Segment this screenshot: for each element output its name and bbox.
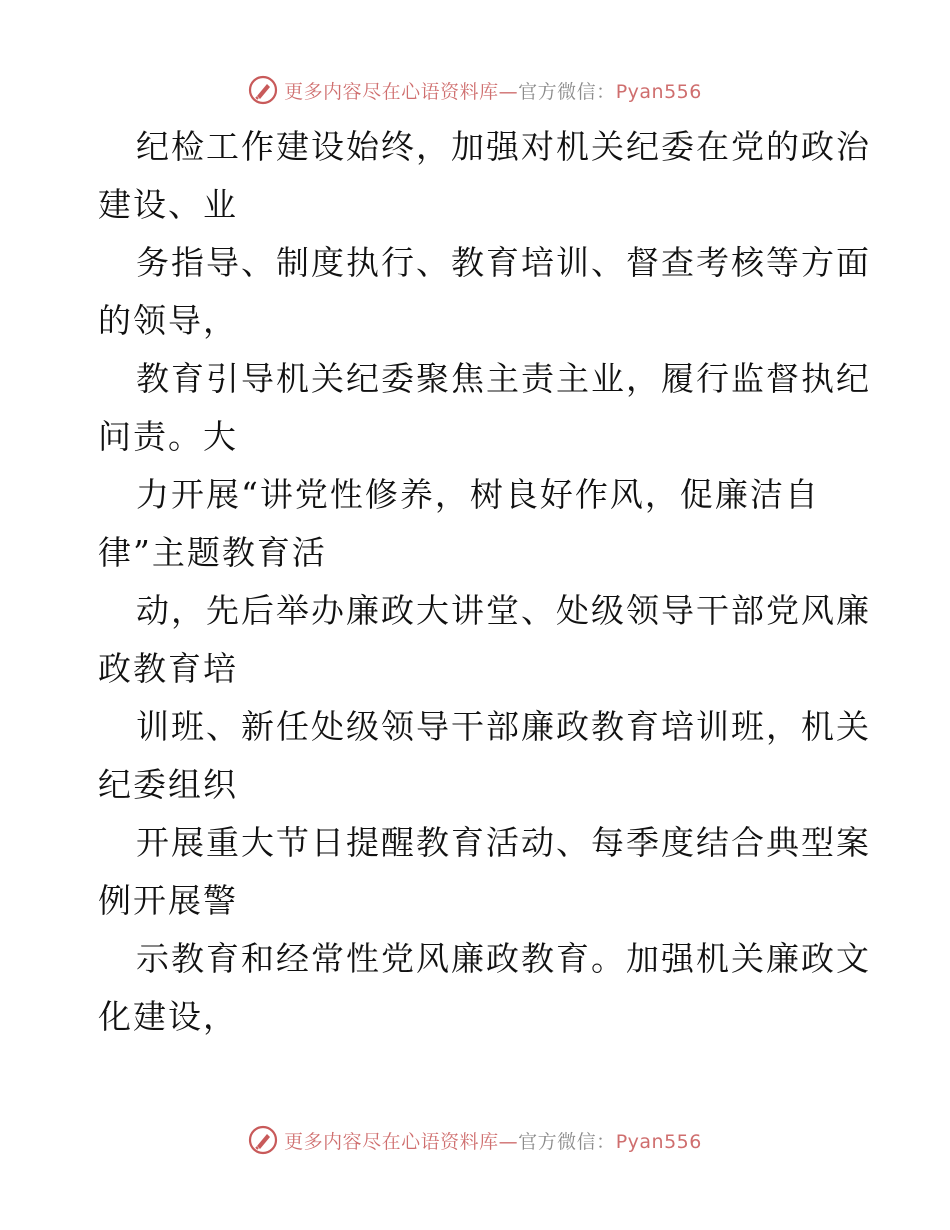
body-line: 训班、新任处级领导干部廉政教育培训班，机关 — [136, 707, 871, 746]
body-line: 问责。大 — [98, 417, 238, 456]
header-label: 官方微信： — [518, 80, 616, 103]
body-line: 示教育和经常性党风廉政教育。加强机关廉政文 — [136, 939, 871, 978]
body-line: 动，先后举办廉政大讲堂、处级领导干部党风廉 — [136, 591, 871, 630]
body-line: 务指导、制度执行、教育培训、督查考核等方面 — [136, 243, 871, 282]
body-line: 教育引导机关纪委聚焦主责主业，履行监督执纪 — [136, 359, 871, 398]
document-body — [98, 118, 871, 1046]
header-handle: Pyan556 — [615, 80, 702, 103]
body-line: 开展重大节日提醒教育活动、每季度结合典型案 — [136, 823, 871, 862]
body-line: 的领导， — [98, 301, 238, 340]
pen-logo-icon — [248, 75, 278, 105]
header-banner — [0, 70, 950, 110]
footer-dash: — — [498, 1130, 519, 1153]
body-line: 例开展警 — [98, 881, 238, 920]
footer-banner-text — [284, 1127, 702, 1154]
body-line: 力开展“讲党性修养，树良好作风，促廉洁自 — [136, 475, 820, 514]
footer-brand: 更多内容尽在心语资料库 — [284, 1130, 499, 1153]
body-line: 律”主题教育活 — [98, 533, 327, 572]
body-line: 化建设， — [98, 997, 238, 1036]
body-line: 建设、业 — [98, 185, 238, 224]
header-banner-text — [284, 77, 702, 104]
footer-banner — [0, 1120, 950, 1160]
header-brand: 更多内容尽在心语资料库 — [284, 80, 499, 103]
body-line: 政教育培 — [98, 649, 238, 688]
header-dash: — — [498, 80, 519, 103]
footer-handle: Pyan556 — [615, 1130, 702, 1153]
pen-logo-icon — [248, 1125, 278, 1155]
body-line: 纪委组织 — [98, 765, 238, 804]
body-line: 纪检工作建设始终，加强对机关纪委在党的政治 — [136, 127, 871, 166]
footer-label: 官方微信： — [518, 1130, 616, 1153]
